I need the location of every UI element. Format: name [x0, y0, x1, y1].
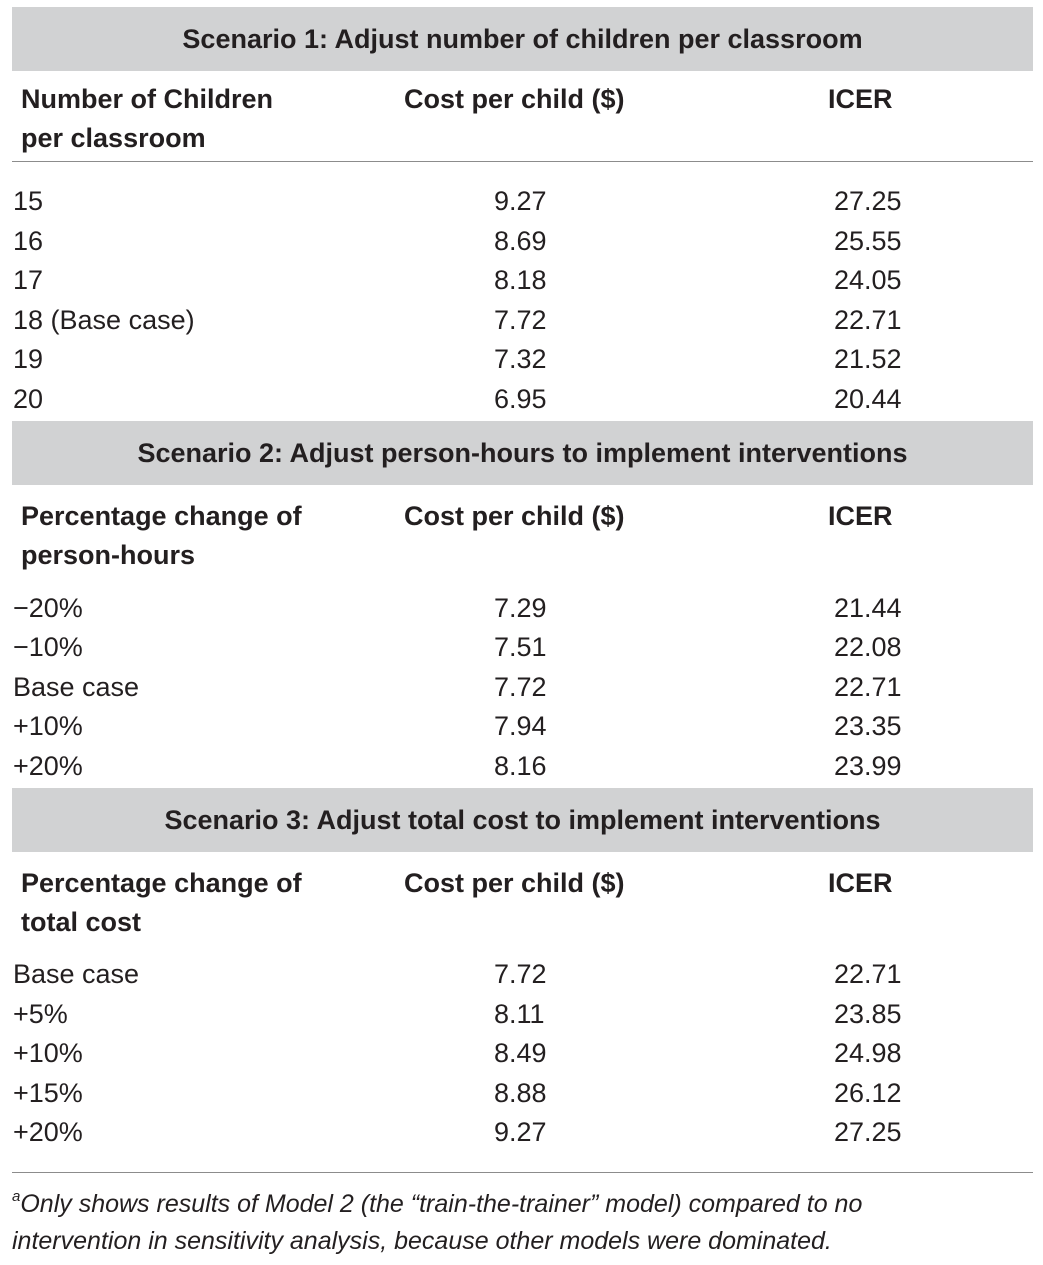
row-label: 15 [13, 186, 44, 216]
scenario-2-title: Scenario 2: Adjust person-hours to implement interventions [12, 421, 1033, 485]
footnote-marker: a [12, 1188, 21, 1205]
row-label: Base case [13, 672, 140, 702]
row-label: 20 [13, 384, 44, 414]
row-icer: 24.05 [834, 265, 902, 295]
scenario-3-col1-header-line1: Percentage change of [21, 868, 302, 898]
row-icer: 23.35 [834, 711, 902, 741]
row-icer: 20.44 [834, 384, 902, 414]
scenario-1-col2-header: Cost per child ($) [404, 84, 625, 114]
row-cost: 7.94 [494, 711, 547, 741]
footnote-line2: intervention in sensitivity analysis, because other models were dominated. [12, 1227, 832, 1255]
row-icer: 21.44 [834, 593, 902, 623]
table-row [0, 182, 1043, 221]
row-label: +20% [13, 751, 83, 781]
table-row [0, 1074, 1043, 1113]
row-label: 16 [13, 226, 44, 256]
scenario-1-col1-header-line1: Number of Children [21, 84, 274, 114]
row-icer: 22.08 [834, 632, 902, 662]
table-row [0, 628, 1043, 667]
row-label: +10% [13, 1038, 83, 1068]
scenario-2-col3-header: ICER [828, 501, 893, 531]
scenario-3-col1-header [21, 864, 302, 942]
scenario-1-col3-header: ICER [828, 84, 893, 114]
row-cost: 7.51 [494, 632, 547, 662]
row-icer: 21.52 [834, 344, 902, 374]
row-icer: 22.71 [834, 305, 902, 335]
row-icer: 23.99 [834, 751, 902, 781]
row-cost: 8.18 [494, 265, 547, 295]
scenario-3-col3-header: ICER [828, 868, 893, 898]
row-cost: 7.72 [494, 305, 547, 335]
row-cost: 7.32 [494, 344, 547, 374]
scenario-2-col1-header-line1: Percentage change of [21, 501, 302, 531]
row-cost: 7.72 [494, 672, 547, 702]
row-cost: 7.72 [494, 959, 547, 989]
row-label: +10% [13, 711, 83, 741]
row-cost: 8.69 [494, 226, 547, 256]
row-icer: 22.71 [834, 672, 902, 702]
row-label: −20% [13, 593, 83, 623]
scenario-2-col2-header: Cost per child ($) [404, 501, 625, 531]
row-label: Base case [13, 959, 140, 989]
table-row [0, 1113, 1043, 1152]
table-row [0, 668, 1043, 707]
scenario-1-col1-header-line2: per classroom [21, 123, 206, 153]
row-icer: 22.71 [834, 959, 902, 989]
scenario-2-col1-header [21, 497, 302, 575]
scenario-3-col1-header-line2: total cost [21, 907, 142, 937]
scenario-3-title: Scenario 3: Adjust total cost to implement interventions [12, 788, 1033, 852]
table-row [0, 1034, 1043, 1073]
row-cost: 8.11 [494, 999, 545, 1029]
row-label: −10% [13, 632, 83, 662]
row-cost: 6.95 [494, 384, 547, 414]
row-icer: 25.55 [834, 226, 902, 256]
table-footnote [12, 1186, 1022, 1260]
row-icer: 27.25 [834, 1117, 902, 1147]
table-bottom-rule [12, 1172, 1033, 1173]
row-label: 17 [13, 265, 44, 295]
table-row [0, 707, 1043, 746]
table-row [0, 955, 1043, 994]
row-cost: 7.29 [494, 593, 547, 623]
row-icer: 26.12 [834, 1078, 902, 1108]
table-row [0, 995, 1043, 1034]
table-row [0, 261, 1043, 300]
scenario-1-col1-header [21, 80, 273, 158]
row-cost: 8.88 [494, 1078, 547, 1108]
row-label: 19 [13, 344, 44, 374]
row-cost: 9.27 [494, 1117, 547, 1147]
table-row [0, 340, 1043, 379]
table-row [0, 747, 1043, 786]
scenario-3-col2-header: Cost per child ($) [404, 868, 625, 898]
scenario-1-header-rule [12, 161, 1033, 162]
row-cost: 9.27 [494, 186, 547, 216]
table-row [0, 301, 1043, 340]
footnote-text-line1: Only shows results of Model 2 (the “train-the-trainer” model) compared to no [20, 1190, 863, 1218]
row-cost: 8.49 [494, 1038, 547, 1068]
table-row [0, 380, 1043, 419]
row-icer: 23.85 [834, 999, 902, 1029]
row-label: +5% [13, 999, 68, 1029]
footnote-line1 [12, 1186, 1022, 1223]
row-icer: 24.98 [834, 1038, 902, 1068]
scenario-2-col1-header-line2: person-hours [21, 540, 196, 570]
row-cost: 8.16 [494, 751, 547, 781]
row-label: 18 (Base case) [13, 305, 195, 335]
row-label: +15% [13, 1078, 83, 1108]
scenario-1-title: Scenario 1: Adjust number of children per classroom [12, 7, 1033, 71]
table-row [0, 222, 1043, 261]
table-row [0, 589, 1043, 628]
row-label: +20% [13, 1117, 83, 1147]
row-icer: 27.25 [834, 186, 902, 216]
